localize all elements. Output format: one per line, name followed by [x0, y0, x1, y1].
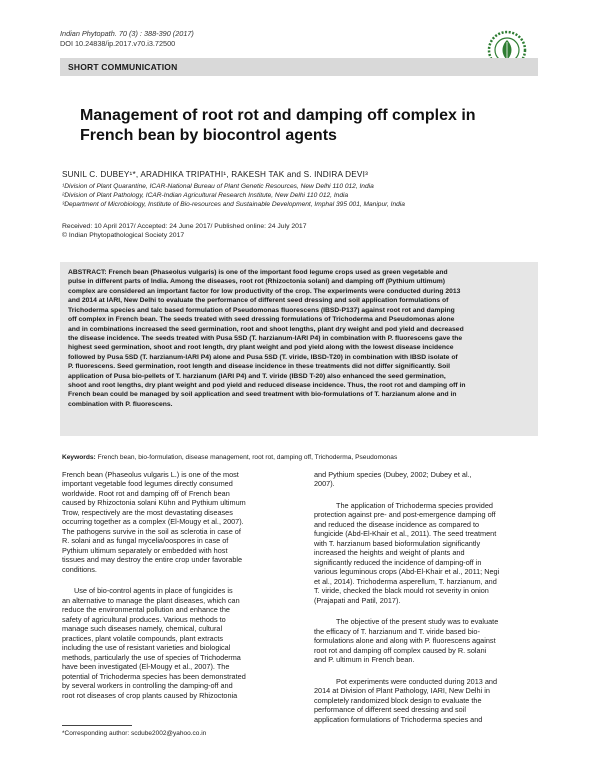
abstract-line: highest seed germination, shoot and root length, dry plant weight and pod yield along with the lowest disease incidence [68, 344, 454, 352]
body-line: increased the heights and weight of plants and [314, 548, 465, 558]
body-line: T. viride, checked the black mould rot severity in onion [314, 586, 489, 596]
body-line: R. solani and as fungal mycelia/oospores in case of [62, 536, 229, 546]
body-line: fungicide (Abd-El-Khair et al., 2011). The seed treatment [314, 529, 497, 539]
body-line: 2007). [314, 479, 335, 489]
keywords-text: French bean, bio-formulation, disease management, root rot, damping off, Trichoderma, Pseudomonas [97, 454, 398, 461]
body-line: various leguminous crops (Abd-El-Khair et al., 2011; Negi [314, 567, 500, 577]
body-line: manage such diseases namely, chemical, cultural [62, 624, 223, 634]
abstract-line: combination with P. fluorescens. [68, 400, 173, 408]
section-label: SHORT COMMUNICATION [68, 62, 178, 72]
body-line: potential of Trichoderma species has been demonstrated [62, 671, 246, 681]
abstract-line: application of Pusa bio-pellets of T. harzianum (IARI P4) and T. viride (IBSD T-20) also enhanced the seed germination, [68, 372, 446, 380]
abstract-line: French bean could be managed by soil application and seed treatment with bio-formulations of T. harzianum alone and in [68, 391, 457, 399]
abstract-line: and in combinations increased the seed germination, root and shoot lengths, plant dry weight and pod yield and decreased [68, 325, 464, 333]
affiliation-3: ³Department of Microbiology, Institute of Bio-resources and Sustainable Development, Imphal 395 001, Manipur, India [62, 201, 405, 208]
abstract-line: P. fluorescens. Seed germination, root length and disease incidence in these treatments did not differ significantly. Soil [68, 363, 450, 371]
abstract-line: pulse in different parts of India. Among the diseases, root rot (Rhizoctonia solani) and damping off (Pythium ultimum) [68, 278, 446, 286]
footnote-rule [62, 725, 132, 726]
body-line: tissues and may destroy the entire crop under favorable [62, 555, 243, 565]
article-dates: Received: 10 April 2017/ Accepted: 24 June 2017/ Published online: 24 July 2017 [62, 223, 307, 230]
body-line: 2014 at Division of Plant Pathology, IARI, New Delhi in [314, 686, 490, 696]
abstract-line: followed by Pusa 5SD (T. harzianum-IARI P4) alone and Pusa 5SD (T. viride, IBSD-T20) in combination with IBSD isolate of [68, 353, 458, 361]
body-line: significantly reduced the incidence of damping-off in [314, 557, 482, 567]
body-line: application formulations of Trichoderma species and [314, 714, 483, 724]
body-line: safety of agricultural produces. Various methods to [62, 614, 226, 624]
journal-citation: Indian Phytopath. 70 (3) : 388-390 (2017) [60, 29, 194, 38]
body-line: formulations alone and along with P. fluorescens against [314, 636, 496, 646]
body-line: caused by Rhizoctonia solani Kühn and Pythium ultimum [62, 498, 246, 508]
body-line: and Pythium species (Dubey, 2002; Dubey et al., [314, 470, 472, 479]
body-line: Use of bio-control agents in place of fungicides is [74, 586, 233, 596]
body-column-left [62, 470, 300, 700]
body-line: root rot diseases of crop plants caused by Rhizoctonia [62, 690, 238, 700]
body-line: by several workers in controlling the damping-off and [62, 681, 233, 691]
body-line: Pythium ultimum separately or embedded with host [62, 545, 228, 555]
keywords-label: Keywords: [62, 454, 96, 461]
abstract-line: complex are considered an important factor for low productivity of the crop. The experiments were conducted during 2013 [68, 287, 461, 295]
article-title: Management of root rot and damping off complex in French bean by biocontrol agents [80, 107, 476, 144]
body-line: worldwide. Root rot and damping off of French bean [62, 488, 230, 498]
section-label-bar [60, 58, 538, 76]
body-line: important vegetable food legumes directly consumed [62, 479, 233, 489]
abstract-line: off complex in French bean. The seeds treated with seed dressing formulations of Trichoderma and Pseudomonas alone [68, 316, 455, 324]
body-line: (Prajapati and Patil, 2017). [314, 595, 401, 605]
body-line: occurring together as a complex (El-Mougy et al., 2007). [62, 517, 244, 527]
keywords [62, 454, 542, 461]
body-line: et al., 2014). Trichoderma asperellum, T. harzianum, and [314, 576, 497, 586]
doi: DOI 10.24838/ip.2017.v70.i3.72500 [60, 38, 176, 48]
body-line: have been investigated (El-Mougy et al., 2007). The [62, 662, 230, 672]
body-line: including the use of resistant varieties and biological [62, 643, 231, 653]
copyright: © Indian Phytopathological Society 2017 [62, 232, 185, 239]
body-line: Pot experiments were conducted during 2013 and [336, 676, 498, 686]
abstract-line: Trichoderma species and talc based formulation of Pseudomonas fluorescens (IBSD-P137) against root rot and damping [68, 306, 455, 314]
author-list: SUNIL C. DUBEY¹*, ARADHIKA TRIPATHI¹, RAKESH TAK and S. INDIRA DEVI³ [62, 170, 368, 179]
abstract-line: ABSTRACT: French bean (Phaseolus vulgaris) is one of the important food legume crops used as green vegetable and [68, 269, 448, 276]
body-line: conditions. [62, 564, 97, 574]
body-line: performance of different seed dressing and soil [314, 705, 466, 715]
body-line: Trow, respectively are the most devastating diseases [62, 507, 233, 517]
abstract-line: shoot and root lengths, dry plant weight and pod yield and reduced disease incidence. Thus, the root rot and damping off in [68, 382, 466, 390]
corresponding-author-footnote: *Corresponding author: scdube2002@yahoo.co.in [62, 730, 207, 737]
affiliation-2: ²Division of Plant Pathology, ICAR-Indian Agricultural Research Institute, New Delhi 110 012, India [62, 192, 349, 199]
body-line: The application of Trichoderma species provided [336, 500, 493, 510]
abstract-line: the disease incidence. The seeds treated with Pusa 5SD (T. harzianum-IARI P4) in combination with P. fluorescens gave the [68, 334, 463, 342]
body-line: root rot and damping off complex caused by R. solani [314, 645, 487, 655]
abstract-text [68, 268, 530, 409]
body-line: reduce the environmental pollution and enhance the [62, 605, 230, 615]
body-line: French bean (Phaseolus vulgaris L.) is one of the most [62, 470, 239, 479]
body-line: The pathogens survive in the soil as sclerotia in case of [62, 526, 241, 536]
body-line: completely randomized block design to evaluate the [314, 695, 482, 705]
body-column-right [314, 470, 542, 724]
body-line: and P. ultimum in French bean. [314, 655, 415, 665]
body-line: and reduced the disease incidence as compared to [314, 519, 480, 529]
abstract-box [60, 262, 538, 436]
body-line: the efficacy of T. harzianum and T. viride based bio- [314, 626, 480, 636]
affiliation-1: ¹Division of Plant Quarantine, ICAR-National Bureau of Plant Genetic Resources, New Delhi 110 012, India [62, 183, 374, 190]
body-line: with T. harzianum based bioformulation significantly [314, 538, 481, 548]
body-line: methods, particularly the use of species of Trichoderma [62, 652, 241, 662]
abstract-line: and 2014 at IARI, New Delhi to evaluate the performance of different seed dressing and soil application formulations of [68, 297, 449, 305]
journal-header [60, 29, 460, 48]
body-line: protection against pre- and post-emergence damping off [314, 510, 496, 520]
body-line: The objective of the present study was to evaluate [336, 617, 499, 627]
body-line: practices, plant volatile compounds, plant extracts [62, 633, 224, 643]
body-line: an alternative to manage the plant diseases, which can [62, 595, 240, 605]
